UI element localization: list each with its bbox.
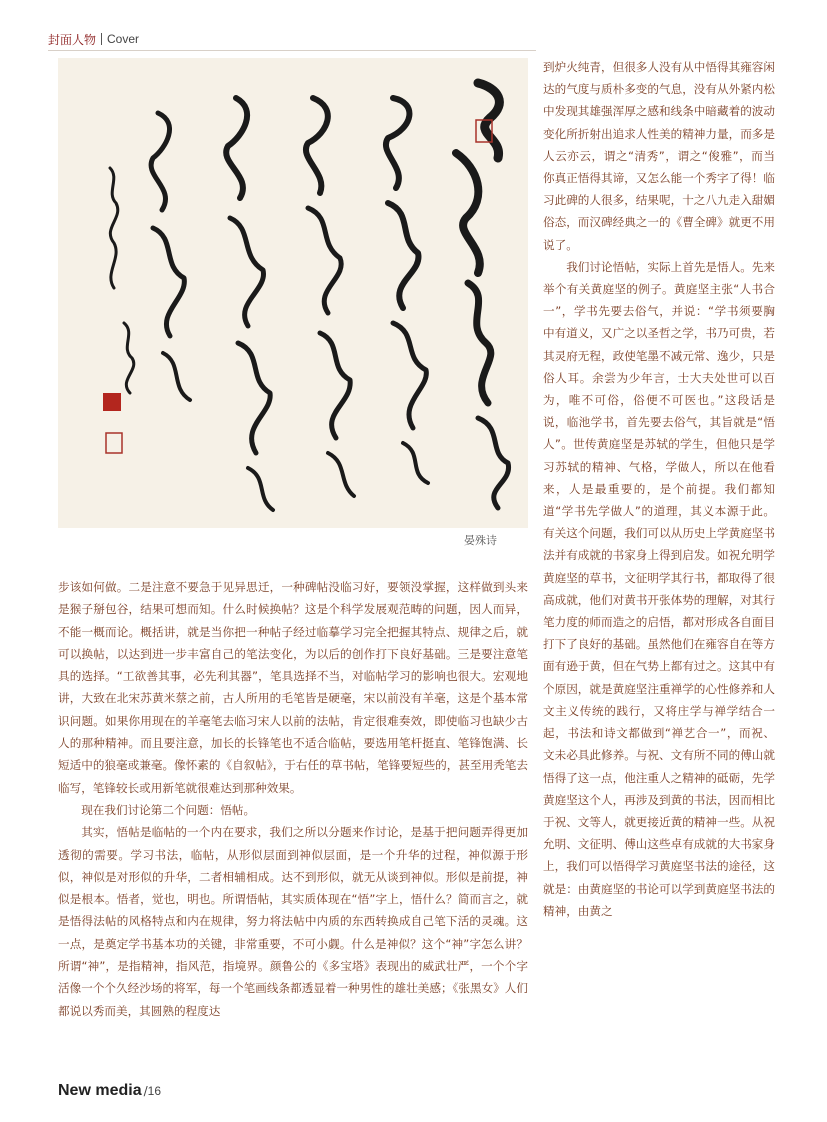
magazine-brand: New media [58,1082,142,1099]
section-header [48,30,139,48]
page-number: 16 [147,1084,161,1098]
article-paragraph: 到炉火纯青，但很多人没有从中悟得其雍容闲达的气度与质朴多变的气息，没有从外紧内松中发现其雄强浑厚之感和线条中暗藏着的波动变化所折射出追求人性美的精神力量，而多是人云亦云，谓之“清秀”，谓之“俊雅”，而当你真正悟得其谛，又怎么能一个秀字了得！临习此碑的人很多，结果呢，十之八九走入甜媚俗态，而汉碑经典之一的《曹全碑》就更不用说了。 [543,60,775,252]
artwork-caption: 晏殊诗 [464,534,497,547]
calligraphy-artwork [58,58,528,528]
page-footer [58,1082,161,1100]
article-paragraph: 步该如何做。二是注意不要急于见异思迁，一种碑帖没临习好，要领没掌握，这样做到头来是猴子掰包谷，结果可想而知。什么时候换帖？这是个科学发展观范畴的问题，因人而异，不能一概而论。概括讲，就是当你把一种帖子经过临摹学习完全把握其特点、规律之后，就可以换帖，以达到进一步丰富自己的笔法变化，为以后的创作打下良好基础。三是要注意笔具的选择。“工欲善其事，必先利其器”，笔具选择不当，对临帖学习的影响也很大。宏观地讲，大致在北宋苏黄米蔡之前，古人所用的毛笔皆是硬毫，宋以前没有羊毫，这是个基本常识问题。如果你用现在的羊毫笔去临习宋人以前的法帖，肯定很难奏效，即使临习也缺少古人的那种精神。而且要注意，加长的长锋笔也不适合临帖，要选用笔杆挺直、笔锋饱满、长短适中的狼毫或兼毫。像怀素的《自叙帖》，于右任的草书帖，笔锋要短些的，甚至用秃笔去临写，笔锋较长或用新笔就很难达到那种效果。 [58,580,528,795]
article-column-left [58,576,528,1076]
section-label-en: Cover [107,32,140,46]
section-label-cn: 封面人物 [48,32,97,47]
article-paragraph: 现在我们讨论第二个问题：悟帖。 [81,802,256,817]
header-divider [101,33,102,45]
header-rule [48,50,536,51]
footer-separator: / [143,1084,148,1098]
calligraphy-image [58,58,528,528]
article-column-right [543,56,775,1088]
article-paragraph: 我们讨论悟帖，实际上首先是悟人。先来举个有关黄庭坚的例子。黄庭坚主张“人书合一”，学书先要去俗气，并说：“学书须要胸中有道义，又广之以圣哲之学，书乃可贵，若其灵府无程，政使笔墨不减元常、逸少，只是俗人耳。余尝为少年言，士大夫处世可以百为，唯不可俗，俗便不可医也。”这段话是说，临池学书，首先要去俗气，其旨就是“悟人”。世传黄庭坚是苏轼的学生，但他只是学习苏轼的精神、气格，学做人，所以在他看来，人是最重要的，是个前提。我们都知道“学书先学做人”的道理，其义本源于此。有关这个问题，我们可以从历史上学黄庭坚书法并有成就的书家身上得到启发。如祝允明学黄庭坚的草书，文征明学其行书，都取得了很高成就，他们对黄书开张体势的理解，对其行笔力度的师而造之的启悟，都对形成各自面目打下了良好的基础。虽然他们在雍容自在等方面有逊于黄，但在气势上都有过之。这其中有个原因，就是黄庭坚注重禅学的心性修养和人文主义传统的践行，又将庄学与禅学结合一起，书法和诗文都做到“禅艺合一”，而祝、文未必具此修养。与祝、文有所不同的傅山就悟得了这一点，他注重人之精神的砥砺，先学黄庭坚这个人，再涉及到黄的书法，因而相比于祝、文等人，就更接近黄的精神一些。从祝允明、文征明、傅山这些卓有成就的大书家身上，我们可以悟得学习黄庭坚书法的途径，这就是：由黄庭坚的书论可以学到黄庭坚书法的精神，由黄之 [543,259,775,918]
article-paragraph: 其实，悟帖是临帖的一个内在要求，我们之所以分题来作讨论，是基于把问题弄得更加透彻的需要。学习书法，临帖，从形似层面到神似层面，是一个升华的过程，神似源于形似，神似是对形似的升华，二者相辅相成。达不到形似，就无从谈到神似。形似是前提，神似是根本。悟者，觉也，明也。所谓悟帖，其实质体现在“悟”字上，悟什么？简而言之，就是悟得法帖的风格特点和内在规律，努力将法帖中内质的东西转换成自己笔下活的灵魂。这一点，是奠定学书基本功的关键，非常重要，不可小觑。什么是神似？这个“神”字怎么讲？所谓“神”，是指精神，指风范，指境界。颜鲁公的《多宝塔》表现出的威武壮严，一个个字活像一个个久经沙场的将军，每一个笔画线条都透显着一种男性的雄壮美感；《张黑女》人们都说以秀而美，其圆熟的程度达 [58,825,528,1018]
